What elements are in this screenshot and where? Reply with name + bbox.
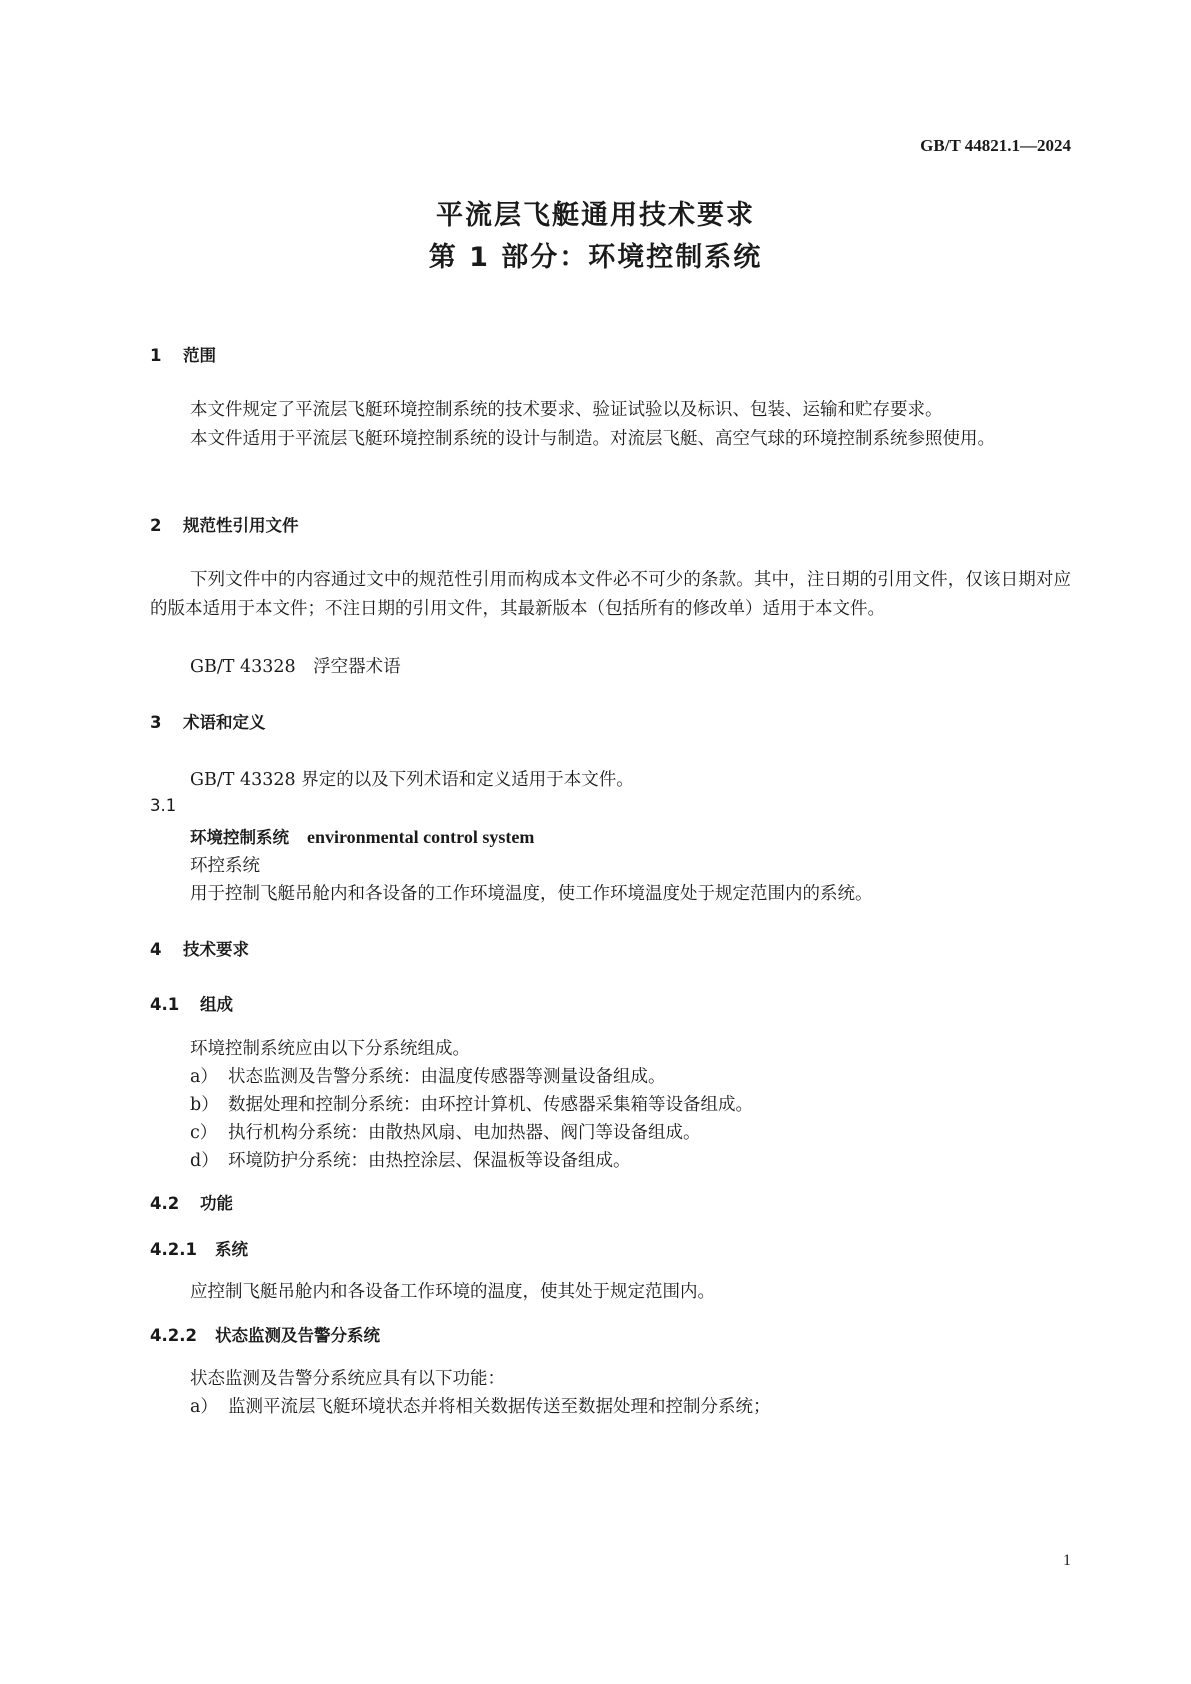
section-title: 范围: [183, 346, 216, 365]
section-title: 术语和定义: [183, 713, 266, 732]
document-title: 平流层飞艇通用技术要求: [436, 200, 755, 231]
subsection-number: 4.2.2: [150, 1326, 197, 1345]
scope-paragraph-1: 本文件规定了平流层飞艇环境控制系统的技术要求、验证试验以及标识、包装、运输和贮存要求。: [190, 400, 943, 420]
list-item: [190, 1119, 701, 1144]
terms-intro: GB/T 43328 界定的以及下列术语和定义适用于本文件。: [190, 770, 634, 790]
list-text: 数据处理和控制分系统：由环控计算机、传感器采集箱等设备组成。: [228, 1095, 753, 1115]
term-synonym: 环控系统: [190, 856, 260, 876]
section-title: 技术要求: [183, 940, 249, 959]
reference-entry: GB/T 43328 浮空器术语: [190, 657, 401, 677]
subsection-number: 4.2.1: [150, 1240, 197, 1259]
term-english: environmental control system: [307, 827, 535, 847]
section-heading-2: [150, 512, 299, 536]
list-item: [190, 1393, 771, 1418]
subsection-heading-4-2: [150, 1190, 233, 1214]
list-text: 执行机构分系统：由散热风扇、电加热器、阀门等设备组成。: [228, 1123, 701, 1143]
references-paragraph: 下列文件中的内容通过文中的规范性引用而构成本文件必不可少的条款。其中，注日期的引用文件，仅该日期对应的版本适用于本文件；不注日期的引用文件，其最新版本（包括所有的修改单）适用于本文件。: [150, 570, 1071, 619]
scope-paragraph-2: 本文件适用于平流层飞艇环境控制系统的设计与制造。对流层飞艇、高空气球的环境控制系统参照使用。: [190, 429, 995, 449]
list-text: 环境防护分系统：由热控涂层、保温板等设备组成。: [228, 1151, 631, 1171]
list-marker: a）: [190, 1067, 218, 1087]
section-heading-3: [150, 709, 266, 733]
subsection-title: 状态监测及告警分系统: [215, 1326, 380, 1345]
section-number: 4: [150, 940, 162, 959]
page-number: 1: [1063, 1552, 1071, 1569]
term-entry: [190, 824, 534, 848]
document-subtitle: 第 1 部分：环境控制系统: [428, 242, 763, 273]
subsection-number: 4.1: [150, 995, 180, 1014]
system-function-text: 应控制飞艇吊舱内和各设备工作环境的温度，使其处于规定范围内。: [190, 1282, 715, 1302]
list-item: [190, 1063, 666, 1088]
list-text: 监测平流层飞艇环境状态并将相关数据传送至数据处理和控制分系统；: [228, 1397, 771, 1417]
subsection-title: 系统: [215, 1240, 248, 1259]
term-number: 3.1: [150, 796, 177, 815]
section-number: 1: [150, 346, 162, 365]
section-number: 3: [150, 713, 162, 732]
list-item: [190, 1091, 753, 1116]
subsection-heading-4-1: [150, 991, 233, 1015]
list-item: [190, 1147, 631, 1172]
section-heading-4: [150, 936, 249, 960]
composition-intro: 环境控制系统应由以下分系统组成。: [190, 1039, 470, 1059]
section-number: 2: [150, 516, 162, 535]
list-marker: d）: [190, 1151, 219, 1171]
term-definition: 用于控制飞艇吊舱内和各设备的工作环境温度，使工作环境温度处于规定范围内的系统。: [190, 884, 873, 904]
subsection-heading-4-2-1: [150, 1236, 248, 1260]
list-text: 状态监测及告警分系统：由温度传感器等测量设备组成。: [228, 1067, 666, 1087]
subsection-number: 4.2: [150, 1194, 180, 1213]
section-title: 规范性引用文件: [183, 516, 299, 535]
monitoring-intro: 状态监测及告警分系统应具有以下功能：: [190, 1369, 505, 1389]
list-marker: c）: [190, 1123, 218, 1143]
list-marker: a）: [190, 1397, 218, 1417]
subsection-heading-4-2-2: [150, 1322, 380, 1346]
standard-code: GB/T 44821.1—2024: [920, 136, 1071, 155]
term-chinese: 环境控制系统: [190, 828, 289, 847]
subsection-title: 功能: [200, 1194, 233, 1213]
subsection-title: 组成: [200, 995, 233, 1014]
section-heading-1: [150, 342, 216, 366]
list-marker: b）: [190, 1095, 219, 1115]
